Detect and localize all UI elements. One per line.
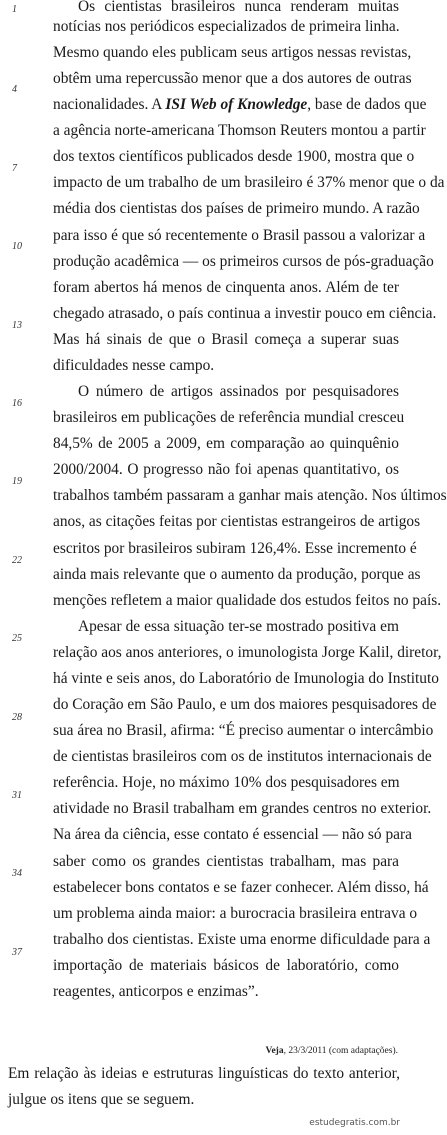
text-line: Apesar de essa situação ter-se mostrado positiva em [78, 618, 399, 635]
text-segment: , base de dados que [307, 96, 427, 113]
line-number: 4 [12, 84, 17, 95]
text-segment: nacionalidades. A [53, 96, 166, 113]
text-line: média dos cientistas dos países de primeiro mundo. A razão [53, 200, 420, 217]
text-line: menções refletem a maior qualidade dos estudos feitos no país. [53, 592, 442, 609]
line-number: 7 [12, 163, 17, 174]
text-line: foram abertos há menos de cinquenta anos. Além de ter [53, 279, 399, 296]
text-line: reagentes, anticorpos e enzimas”. [53, 983, 259, 1000]
text-line: Mas há sinais de que o Brasil começa a superar suas [53, 331, 399, 348]
text-line: trabalho dos cientistas. Existe uma enorme dificuldade para a [53, 931, 431, 948]
text-line: Mesmo quando eles publicam seus artigos nessas revistas, [53, 44, 412, 61]
text-line: chegado atrasado, o país continua a investir pouco em ciência. [53, 305, 437, 322]
line-number: 37 [12, 947, 22, 958]
text-line: de cientistas brasileiros com os de institutos internacionais de [53, 748, 432, 765]
text-line: escritos por brasileiros subiram 126,4%. Esse incremento é [53, 540, 417, 557]
text-line: relação aos anos anteriores, o imunologista Jorge Kalil, diretor, [53, 644, 442, 661]
text-line: produção acadêmica — os primeiros cursos de pós-graduação [53, 253, 434, 270]
text-line: importação de materiais básicos de laboratório, como [53, 957, 399, 974]
line-number: 16 [12, 398, 22, 409]
line-number: 34 [12, 868, 22, 879]
question-line: Em relação às ideias e estruturas linguísticas do texto anterior, [8, 1065, 400, 1082]
question-line: julgue os itens que se seguem. [8, 1091, 195, 1108]
line-number: 13 [12, 320, 22, 331]
source-name: Veja [265, 1046, 284, 1056]
text-line: Os cientistas brasileiros nunca renderam muitas [78, 0, 399, 15]
text-line: estabelecer bons contatos e se fazer conhecer. Além disso, há [53, 879, 429, 896]
text-line: O número de artigos assinados por pesquisadores [78, 383, 399, 400]
text-line: referência. Hoje, no máximo 10% dos pesquisadores em [53, 774, 400, 791]
text-line: brasileiros em publicações de referência mundial cresceu [53, 409, 405, 426]
text-line: 84,5% de 2005 a 2009, em comparação ao quinquênio [53, 435, 399, 452]
text-line: 2000/2004. O progresso não foi apenas quantitativo, os [53, 461, 399, 478]
text-line: dificuldades nesse campo. [53, 357, 215, 374]
source-detail: , 23/3/2011 (com adaptações). [283, 1046, 398, 1056]
text-line [53, 95, 427, 115]
text-line: a agência norte-americana Thomson Reuters montou a partir [53, 122, 426, 139]
line-number: 1 [12, 4, 17, 15]
line-number: 10 [12, 241, 22, 252]
text-line: dos textos científicos publicados desde 1900, mostra que o [53, 148, 415, 165]
text-line: há vinte e seis anos, do Laboratório de Imunologia do Instituto [53, 670, 439, 687]
line-number: 31 [12, 790, 22, 801]
database-name: ISI Web of Knowledge [165, 96, 308, 113]
text-line: um problema ainda maior: a burocracia brasileira entrava o [53, 905, 418, 922]
text-line: saber como os grandes cientistas trabalham, mas para [53, 853, 399, 870]
text-line: atividade no Brasil trabalham em grandes centros no exterior. [53, 800, 432, 817]
line-number: 25 [12, 633, 22, 644]
text-line: obtêm uma repercussão menor que a dos autores de outras [53, 70, 412, 87]
text-line: impacto de um trabalho de um brasileiro é 37% menor que o da [53, 174, 445, 191]
text-line: ainda mais relevante que o aumento da produção, porque as [53, 566, 421, 583]
text-line: para isso é que só recentemente o Brasil passou a valorizar a [53, 227, 426, 244]
text-line: trabalhos também passaram a ganhar mais atenção. Nos últimos [53, 487, 447, 504]
text-line: do Coração em São Paulo, e um dos maiores pesquisadores de [53, 696, 437, 713]
text-line: sua área no Brasil, afirma: “É preciso aumentar o intercâmbio [53, 722, 434, 739]
line-number: 28 [12, 712, 22, 723]
line-number: 22 [12, 555, 22, 566]
text-line: notícias nos periódicos especializados de primeira linha. [53, 18, 400, 35]
text-line: anos, as citações feitas por cientistas estrangeiros de artigos [53, 513, 421, 530]
line-number: 19 [12, 476, 22, 487]
text-line: Na área da ciência, esse contato é essencial — não só para [53, 826, 412, 843]
source-citation [265, 1046, 398, 1056]
watermark: estudegratis.com.br [309, 1118, 400, 1128]
